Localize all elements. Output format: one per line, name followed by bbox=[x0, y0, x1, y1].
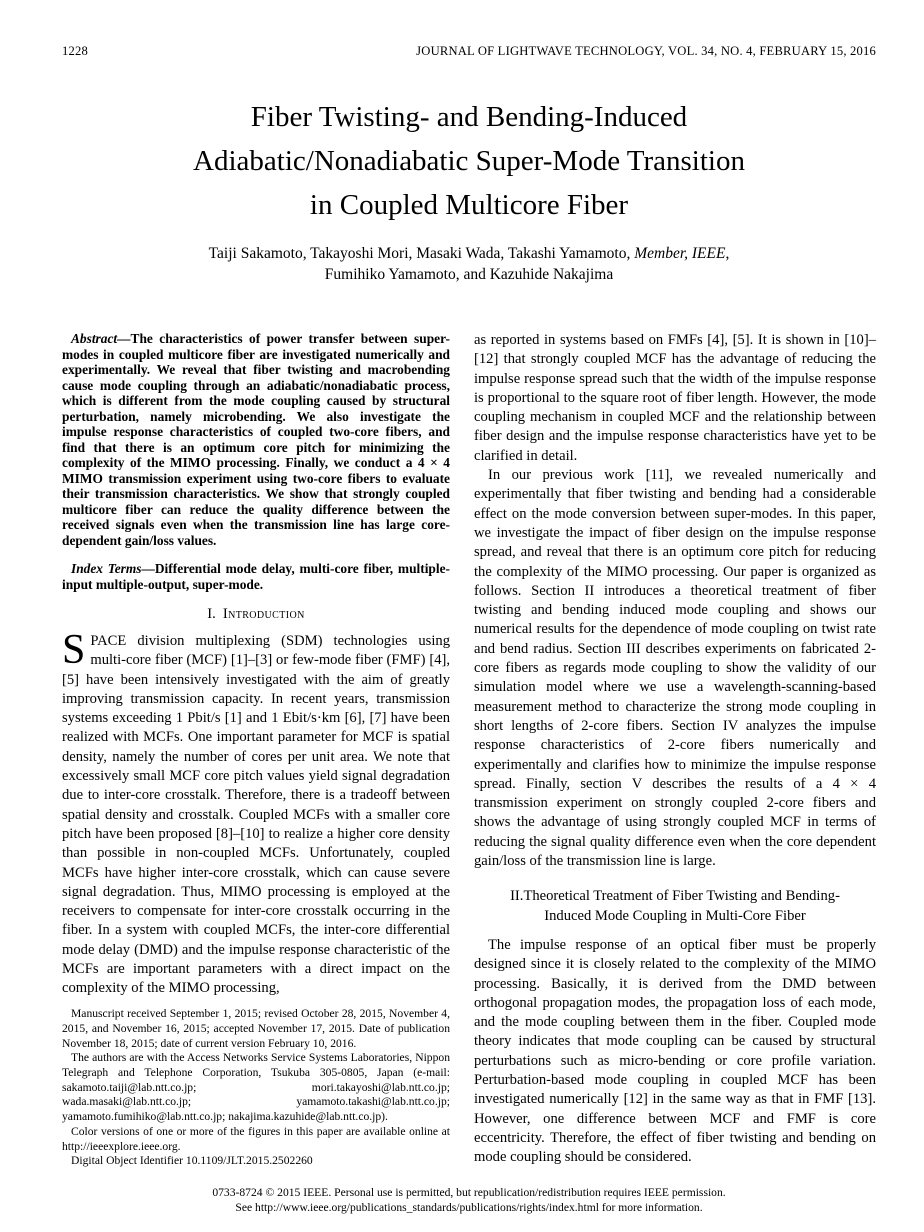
title-line-3: in Coupled Multicore Fiber bbox=[309, 189, 629, 221]
introduction-text: PACE division multiplexing (SDM) technologies using multi-core fiber (MCF) [1]–[3] or few-mode fiber (FMF) [4], [5] have been intensively investigated with the aim of greatly improving transmission capacity. In recent years, transmission systems exceeding 1 Pbit/s [1] and 1 Ebit/s·km [6], [7] have been realized with MCFs. One important parameter for MCF is spatial density, namely the number of cores per unit area. We note that excessively small MCF core pitch values yield signal degradation due to inter-core crosstalk. Therefore, there is a tradeoff between spatial density and crosstalk. Coupled MCFs with a smaller core pitch have been proposed [8]–[10] to realize a higher core density than possible in non-coupled MCFs. Unfortunately, coupled MCFs have higher inter-core crosstalk, which can cause severe signal degradation. Thus, MIMO processing is employed at the receivers to compensate for inter-core crosstalk occurring in the fiber. In a system with coupled MCFs, the inter-core differential mode delay (DMD) and the impulse response characteristic of the MCFs are important parameters with a direct impact on the complexity of the MIMO processing, bbox=[62, 633, 450, 997]
footnote-manuscript-history: Manuscript received September 1, 2015; revised October 28, 2015, November 4, 2015, and November 16, 2015; accepted November 17, 2015. Date of publication November 18, 2015; date of current version February 10, 2016. bbox=[62, 1007, 450, 1050]
first-page-footnote bbox=[62, 1007, 450, 1173]
author-names: Taiji Sakamoto, Takayoshi Mori, Masaki Wada, Takashi Yamamoto bbox=[208, 245, 627, 262]
footnote-author-affiliation: The authors are with the Access Networks Service Systems Laboratories, Nippon Telegraph and Telephone Corporation, Tsukuba 305-0805, Japan (e-mail: sakamoto.taiji@lab.ntt.co.jp; mori.takayoshi@lab.ntt.co.jp; wada.masaki@lab.ntt.co.jp; yamamoto.takashi@lab.ntt.co.jp; yamamoto.fumihiko@lab.ntt.co.jp; nakajima.kazuhide@lab.ntt.co.jp). bbox=[62, 1051, 450, 1124]
footnote-color-versions: Color versions of one or more of the figures in this paper are available online at http://ieeexplore.ieee.org. bbox=[62, 1124, 450, 1153]
section-heading-introduction bbox=[62, 606, 450, 623]
drop-cap: S bbox=[62, 627, 86, 673]
abstract-text: The characteristics of power transfer between super-modes in coupled multicore fiber are investigated numerically and experimentally. We reveal that fiber twisting and macrobending cause mode coupling through an adiabatic/nonadiabatic process, which is different from the mode coupling caused by structural perturbation, namely microbending. We also investigate the impulse response characteristics of coupled two-core fibers, and find that there is an optimum core pitch for minimizing the complexity of the MIMO processing. Finally, we conduct a 4 × 4 MIMO transmission experiment using two-core fibers to evaluate their transmission characteristics. We show that strongly coupled multicore fiber can reduce the quality difference between the received signals even when the transmission line has large core-dependent gain/loss values. bbox=[62, 331, 450, 548]
index-terms-text: Differential mode delay, multi-core fiber, multiple-input multiple-output, super-mode. bbox=[62, 561, 450, 592]
section-number: I. bbox=[207, 606, 216, 622]
left-column bbox=[62, 331, 450, 1173]
running-head bbox=[62, 44, 876, 59]
abstract-label: Abstract— bbox=[71, 331, 131, 346]
footnote-doi: Digital Object Identifier 10.1109/JLT.2015.2502260 bbox=[71, 1154, 313, 1168]
page-number: 1228 bbox=[62, 44, 88, 58]
journal-title: JOURNAL OF LIGHTWAVE TECHNOLOGY, VOL. 34, NO. 4, FEBRUARY 15, 2016 bbox=[416, 44, 876, 58]
author-line-1 bbox=[62, 243, 876, 264]
index-terms-label: Index Terms— bbox=[71, 561, 155, 576]
right-column bbox=[474, 331, 876, 1173]
section-number: II. bbox=[510, 888, 524, 905]
section-title-line-2: Bending-Induced Mode Coupling in Multi-Core Fiber bbox=[544, 888, 840, 924]
section-title: Introduction bbox=[222, 606, 305, 622]
two-column-body bbox=[62, 331, 876, 1173]
copyright-line-2: See http://www.ieee.org/publications_standards/publications/rights/index.html for more information. bbox=[235, 1201, 703, 1214]
member-designation: Member, IEEE bbox=[634, 245, 726, 262]
body-paragraph-2: In our previous work [11], we revealed numerically and experimentally that fiber twisting and bending had a considerable effect on the mode conversion between super-modes. In this paper, we investigate the impact of fiber design on the impulse response spread, and reveal that there is an optimum core pitch for reducing the complexity of the MIMO processing. Our paper is organized as follows. Section II introduces a theoretical treatment of fiber twisting and bending induced mode coupling and shows our numerical results for the dependence of mode coupling on twist rate and bend radius. Section III describes experiments on fabricated 2-core fibers as regards mode coupling to show the validity of our simulation model where we use a wavelength-scanning-based measurement method to characterize the strong mode coupling in short lengths of 2-core fibers. Section IV analyzes the impulse response characteristics of 2-core fibers numerically and experimentally and clarifies how to minimize the impulse response spread. Finally, section V describes the results of a 4 × 4 transmission experiment on strongly coupled 2-core fibers and shows the advantage of using strongly coupled MCF in terms of reducing the signal quality difference even when the core dependent gain/loss of the transmission line is large. bbox=[474, 467, 876, 870]
title-line-1: Fiber Twisting- and Bending-Induced bbox=[250, 101, 688, 133]
author-line-2: Fumihiko Yamamoto, and Kazuhide Nakajima bbox=[324, 266, 614, 283]
section-title-line-1: Theoretical Treatment of Fiber Twisting and bbox=[523, 888, 782, 905]
body-paragraph-3: The impulse response of an optical fiber must be properly designed since it is closely related to the complexity of the MIMO processing. Basically, it is derived from the DMD between orthogonal propagation modes, the propagation loss of each mode, and the mode coupling between them in the fiber. Coupled mode theory indicates that mode coupling can be caused by structural perturbations such as micro-bending or core profile variation. Perturbation-based mode coupling in coupled MCF has been investigated numerically [12] in the same way as that in FMF [13]. However, one difference between MCF and FMF is core eccentricity. Therefore, the effect of fiber twisting and bending on mode coupling should be considered. bbox=[474, 936, 876, 1166]
section-heading-theoretical-treatment bbox=[492, 887, 858, 926]
abstract bbox=[62, 331, 450, 548]
author-line-end: , bbox=[725, 245, 730, 262]
copyright-line-1: 0733-8724 © 2015 IEEE. Personal use is permitted, but republication/redistribution requires IEEE permission. bbox=[212, 1186, 726, 1199]
author-list bbox=[62, 243, 876, 285]
index-terms bbox=[62, 561, 450, 592]
author-separator: , bbox=[626, 245, 635, 262]
body-paragraph-1: as reported in systems based on FMFs [4], [5]. It is shown in [10]–[12] that strongly coupled MCF has the advantage of reducing the impulse response spread such that the width of the impulse response is proportional to the square root of fiber length. However, the mode coupling mechanism in coupled MCF and the relationship between fiber design and the impulse response characteristics have yet to be clarified in detail. bbox=[474, 332, 876, 464]
copyright-footer bbox=[62, 1185, 876, 1215]
paper-title bbox=[62, 95, 876, 227]
title-line-2: Adiabatic/Nonadiabatic Super-Mode Transition bbox=[193, 145, 745, 177]
introduction-paragraph bbox=[62, 627, 450, 999]
